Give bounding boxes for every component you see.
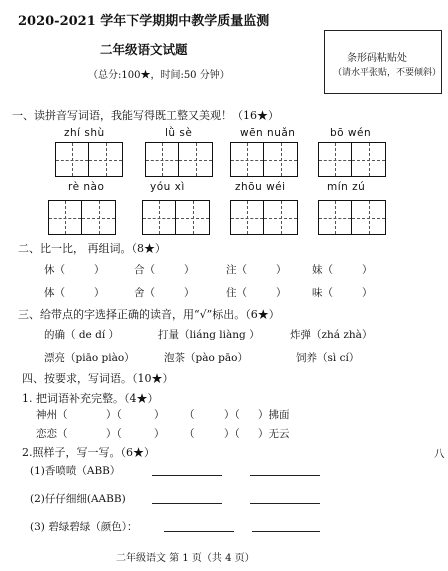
q3-item[interactable]: 炸弹（zhá zhà） — [290, 329, 373, 341]
q2-char: 注（ — [226, 264, 247, 276]
q3-item[interactable]: 打量（liáng liàng ） — [158, 329, 260, 341]
q2-paren[interactable]: ） — [184, 287, 195, 299]
q1-pinyin-2: lǜ sè — [165, 127, 193, 139]
q1-writing-grid[interactable] — [145, 142, 213, 177]
q4-text: 神州（ — [36, 409, 68, 421]
answer-line[interactable] — [250, 475, 320, 476]
q4-example-3: (3) 碧绿碧绿（颜色）： — [30, 521, 138, 533]
q2-paren[interactable]: ） — [94, 264, 105, 276]
q4-part1: 1. 把词语补充完整。（4★） — [22, 392, 159, 405]
answer-line[interactable] — [152, 503, 222, 504]
answer-line[interactable] — [252, 531, 320, 532]
q1-writing-grid[interactable] — [48, 200, 116, 235]
q2-char: 住（ — [226, 287, 247, 299]
q2-char: 味（ — [312, 287, 333, 299]
margin-mark: 八 — [434, 448, 445, 460]
q2-char: 合（ — [134, 264, 155, 276]
q2-paren[interactable]: ） — [276, 264, 287, 276]
q2-row-2 — [44, 285, 424, 299]
barcode-label: 条形码粘贴处 — [347, 53, 407, 64]
q1-writing-grid[interactable] — [142, 200, 210, 235]
answer-line[interactable] — [250, 503, 320, 504]
q1-writing-grid[interactable] — [318, 142, 386, 177]
q4-text: ）无云 — [258, 428, 290, 440]
q2-heading: 二、比一比， 再组词。（8★） — [18, 242, 166, 255]
q2-paren[interactable]: ） — [94, 287, 105, 299]
q1-pinyin-7: zhōu wéi — [235, 181, 286, 193]
q2-paren[interactable]: ） — [184, 264, 195, 276]
q4-example-1: (1)香喷喷（ABB） — [30, 465, 121, 477]
q1-pinyin-4: bō wén — [330, 127, 372, 139]
q4-paren[interactable]: ）（ — [224, 409, 240, 421]
q4-example-2: (2)仔仔细细(AABB) — [30, 493, 126, 505]
q4-p1-row-1 — [36, 407, 406, 421]
q1-pinyin-3: wēn nuǎn — [240, 127, 296, 139]
q2-paren[interactable]: ） — [276, 287, 287, 299]
barcode-note: （请水平张贴，不要倾斜） — [333, 68, 442, 78]
q1-pinyin-1: zhí shù — [64, 127, 105, 139]
q2-char: 妹（ — [312, 264, 333, 276]
q1-writing-grid[interactable] — [230, 200, 298, 235]
q2-row-1 — [44, 262, 424, 276]
exam-title: 2020-2021 学年下学期期中教学质量监测 — [18, 14, 270, 29]
q1-heading: 一、读拼音写词语，我能写得既工整又美观！（16★） — [12, 109, 279, 122]
q2-char: 体（ — [44, 287, 65, 299]
q2-paren[interactable]: ） — [362, 264, 373, 276]
q4-paren[interactable]: （ — [184, 409, 195, 421]
q1-pinyin-5: rè nào — [68, 181, 105, 193]
q4-p1-row-2 — [36, 426, 406, 440]
q4-text: ）拂面 — [258, 409, 290, 421]
q4-heading: 四、按要求，写词语。（10★） — [22, 372, 174, 385]
q1-writing-grid[interactable] — [55, 142, 123, 177]
q3-item[interactable]: 饲养（sì cí） — [296, 352, 360, 364]
q4-paren[interactable]: ） — [154, 409, 165, 421]
q4-text: 恋恋（ — [36, 428, 68, 440]
q1-pinyin-6: yóu xì — [150, 181, 185, 193]
q4-paren[interactable]: ） — [154, 428, 165, 440]
q2-char: 舍（ — [134, 287, 155, 299]
q3-item[interactable]: 的确（ de dí ） — [44, 329, 120, 341]
q4-part2: 2.照样子，写一写。（6★） — [22, 446, 155, 459]
q4-paren[interactable]: ）（ — [224, 428, 240, 440]
q3-item[interactable]: 漂亮（piāo piào） — [44, 352, 135, 364]
q3-heading: 三、给带点的字选择正确的读音，用“√”标出。（6★） — [18, 308, 280, 321]
page-footer: 二年级语文 第 1 页（共 4 页） — [116, 553, 255, 564]
answer-line[interactable] — [152, 475, 222, 476]
barcode-area — [324, 30, 442, 94]
answer-line[interactable] — [164, 531, 234, 532]
q1-writing-grid[interactable] — [318, 200, 386, 235]
exam-subtitle: 二年级语文试题 — [100, 42, 188, 57]
q4-paren[interactable]: ）（ — [106, 409, 122, 421]
q3-item[interactable]: 泡茶（pào pāo） — [164, 352, 248, 364]
q2-char: 休（ — [44, 264, 65, 276]
q4-paren[interactable]: ）（ — [106, 428, 122, 440]
q2-paren[interactable]: ） — [362, 287, 373, 299]
q1-pinyin-8: mín zú — [327, 181, 366, 193]
exam-info: （总分:100★，时间:50 分钟） — [88, 70, 230, 81]
q1-writing-grid[interactable] — [230, 142, 298, 177]
q4-paren[interactable]: （ — [184, 428, 195, 440]
